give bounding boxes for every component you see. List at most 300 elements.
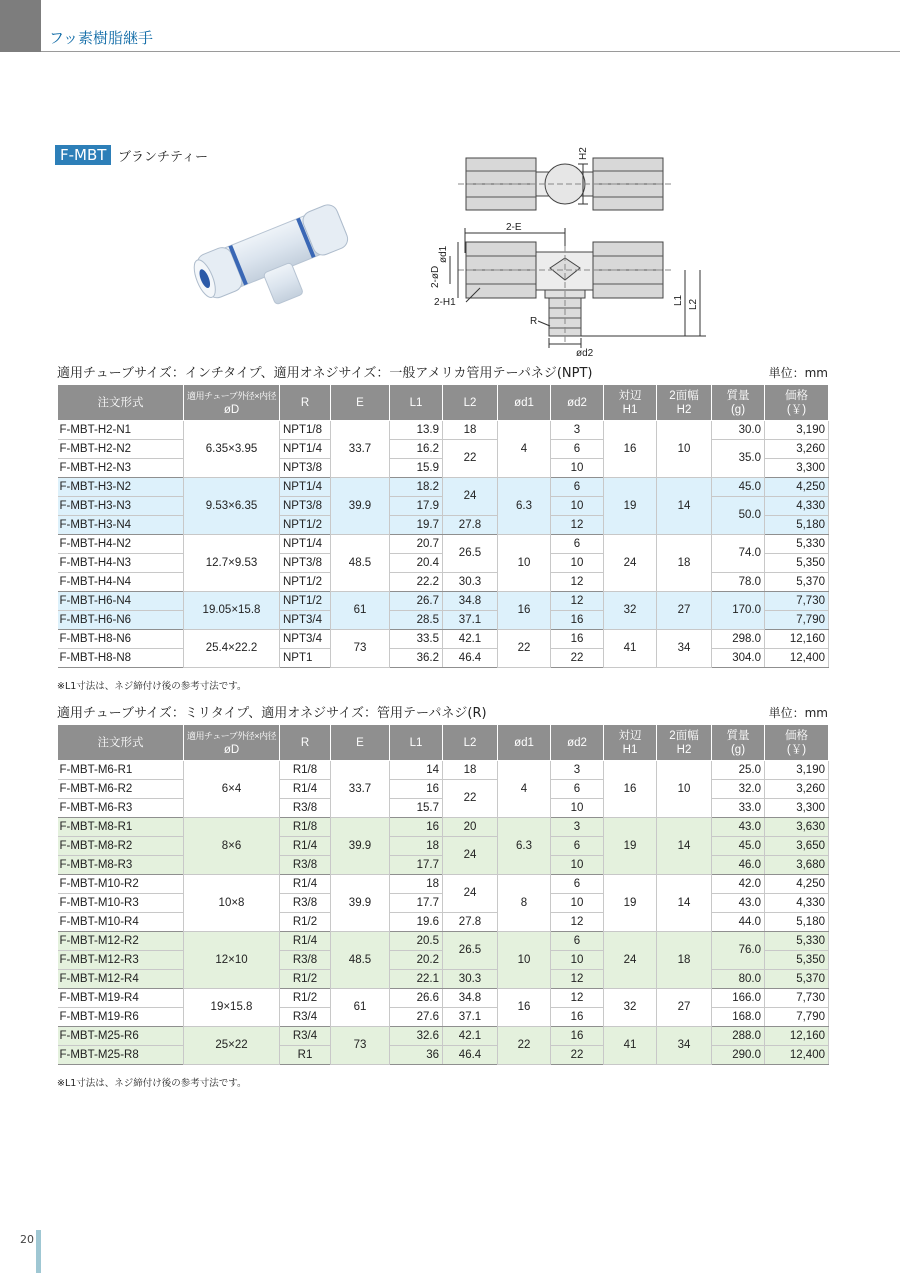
- h2-cell: 10: [657, 421, 712, 478]
- r-cell: R3/4: [280, 1008, 331, 1027]
- table-row: [58, 535, 829, 554]
- table-row: [58, 932, 829, 951]
- r-cell: NPT1/2: [280, 573, 331, 592]
- d2-cell: 6: [551, 478, 604, 497]
- h1-cell: 32: [604, 989, 657, 1027]
- d2-cell: 10: [551, 856, 604, 875]
- model-cell: F-MBT-H6-N6: [58, 611, 184, 630]
- r-cell: NPT1/4: [280, 478, 331, 497]
- l2-cell: 22: [443, 780, 498, 818]
- mass-cell: 304.0: [712, 649, 765, 668]
- l1-cell: 18: [390, 875, 443, 894]
- table-row: [58, 573, 829, 592]
- col-h1: 対辺 H1: [604, 385, 657, 421]
- d2-cell: 10: [551, 951, 604, 970]
- tube-cell: 10×8: [184, 875, 280, 932]
- section1-unit: 単位：mm: [768, 366, 828, 380]
- table-row: [58, 478, 829, 497]
- price-cell: 5,180: [765, 913, 829, 932]
- col-l2: L2: [443, 725, 498, 761]
- l1-cell: 17.7: [390, 856, 443, 875]
- r-cell: R1/4: [280, 932, 331, 951]
- model-cell: F-MBT-H8-N8: [58, 649, 184, 668]
- price-cell: 4,330: [765, 894, 829, 913]
- l1-cell: 27.6: [390, 1008, 443, 1027]
- h1-cell: 16: [604, 761, 657, 818]
- table-row: [58, 970, 829, 989]
- e-cell: 61: [331, 592, 390, 630]
- h2-cell: 34: [657, 630, 712, 668]
- r-cell: R3/8: [280, 894, 331, 913]
- r-cell: R1: [280, 1046, 331, 1065]
- product-name: ブランチティー: [118, 150, 208, 165]
- l2-cell: 30.3: [443, 573, 498, 592]
- l2-cell: 24: [443, 875, 498, 913]
- section1-title: 適用チューブサイズ：インチタイプ、適用オネジサイズ：一般アメリカ管用テーパネジ(NPT): [57, 366, 593, 381]
- r-cell: NPT3/8: [280, 459, 331, 478]
- tube-cell: 6.35×3.95: [184, 421, 280, 478]
- page-category-title: フッ素樹脂継手: [49, 29, 153, 47]
- col-mass: 質量 (g): [712, 385, 765, 421]
- l1-cell: 22.1: [390, 970, 443, 989]
- d2-cell: 6: [551, 932, 604, 951]
- l1-cell: 26.6: [390, 989, 443, 1008]
- r-cell: R1/4: [280, 780, 331, 799]
- d2-cell: 3: [551, 421, 604, 440]
- mass-cell: 80.0: [712, 970, 765, 989]
- dimension-drawing: [428, 138, 718, 360]
- table-row: [58, 818, 829, 837]
- e-cell: 33.7: [331, 421, 390, 478]
- l2-cell: 22: [443, 440, 498, 478]
- d2-cell: 6: [551, 837, 604, 856]
- product-photo: [185, 190, 360, 305]
- col-model: 注文形式: [58, 385, 184, 421]
- header-rule: [41, 51, 900, 52]
- tube-cell: 19×15.8: [184, 989, 280, 1027]
- tube-cell: 9.53×6.35: [184, 478, 280, 535]
- col-d2: ød2: [551, 725, 604, 761]
- model-cell: F-MBT-M6-R2: [58, 780, 184, 799]
- l1-cell: 19.7: [390, 516, 443, 535]
- col-mass: 質量 (g): [712, 725, 765, 761]
- price-cell: 3,260: [765, 780, 829, 799]
- r-cell: R1/8: [280, 818, 331, 837]
- e-cell: 39.9: [331, 818, 390, 875]
- l2-cell: 26.5: [443, 932, 498, 970]
- h2-cell: 14: [657, 818, 712, 875]
- col-h2: 2面幅 H2: [657, 385, 712, 421]
- d1-cell: 8: [498, 875, 551, 932]
- table-row: [58, 989, 829, 1008]
- table-row: [58, 837, 829, 856]
- price-cell: 7,730: [765, 989, 829, 1008]
- e-cell: 48.5: [331, 535, 390, 592]
- r-cell: NPT3/8: [280, 554, 331, 573]
- price-cell: 5,370: [765, 970, 829, 989]
- e-cell: 61: [331, 989, 390, 1027]
- col-d2: ød2: [551, 385, 604, 421]
- section2-unit: 単位：mm: [768, 706, 828, 720]
- l2-cell: 46.4: [443, 1046, 498, 1065]
- tube-cell: 6×4: [184, 761, 280, 818]
- col-price: 価格 (￥): [765, 725, 829, 761]
- col-tube: 適用チューブ外径×内径 øD: [184, 725, 280, 761]
- mass-cell: 45.0: [712, 837, 765, 856]
- price-cell: 12,160: [765, 630, 829, 649]
- col-model: 注文形式: [58, 725, 184, 761]
- e-cell: 73: [331, 630, 390, 668]
- model-cell: F-MBT-H4-N4: [58, 573, 184, 592]
- l2-cell: 20: [443, 818, 498, 837]
- d2-cell: 16: [551, 611, 604, 630]
- price-cell: 7,730: [765, 592, 829, 611]
- d1-cell: 16: [498, 989, 551, 1027]
- d2-cell: 6: [551, 780, 604, 799]
- d2-cell: 12: [551, 516, 604, 535]
- mass-cell: 43.0: [712, 818, 765, 837]
- price-cell: 4,250: [765, 875, 829, 894]
- h1-cell: 41: [604, 630, 657, 668]
- l2-cell: 18: [443, 761, 498, 780]
- l2-cell: 24: [443, 837, 498, 875]
- model-cell: F-MBT-M6-R3: [58, 799, 184, 818]
- mass-cell: 166.0: [712, 989, 765, 1008]
- mass-cell: 45.0: [712, 478, 765, 497]
- l1-cell: 15.9: [390, 459, 443, 478]
- e-cell: 73: [331, 1027, 390, 1065]
- l2-cell: 27.8: [443, 913, 498, 932]
- d2-cell: 6: [551, 440, 604, 459]
- mass-cell: 170.0: [712, 592, 765, 630]
- h2-cell: 18: [657, 535, 712, 592]
- table-row: [58, 761, 829, 780]
- model-cell: F-MBT-M19-R6: [58, 1008, 184, 1027]
- label-l1: L1: [673, 294, 684, 306]
- d1-cell: 4: [498, 421, 551, 478]
- price-cell: 3,260: [765, 440, 829, 459]
- d1-cell: 10: [498, 932, 551, 989]
- price-cell: 3,190: [765, 421, 829, 440]
- tube-cell: 12.7×9.53: [184, 535, 280, 592]
- table-row: [58, 440, 829, 459]
- l1-cell: 20.7: [390, 535, 443, 554]
- price-cell: 3,650: [765, 837, 829, 856]
- price-cell: 3,680: [765, 856, 829, 875]
- model-cell: F-MBT-H6-N4: [58, 592, 184, 611]
- l1-cell: 14: [390, 761, 443, 780]
- l2-cell: 24: [443, 478, 498, 516]
- h1-cell: 24: [604, 535, 657, 592]
- d2-cell: 3: [551, 761, 604, 780]
- d2-cell: 10: [551, 554, 604, 573]
- d1-cell: 16: [498, 592, 551, 630]
- h1-cell: 19: [604, 478, 657, 535]
- spec-table-metric: [57, 724, 829, 1065]
- model-cell: F-MBT-M6-R1: [58, 761, 184, 780]
- l1-cell: 16: [390, 818, 443, 837]
- d2-cell: 12: [551, 970, 604, 989]
- model-cell: F-MBT-H3-N4: [58, 516, 184, 535]
- page-accent-bar: [36, 1230, 41, 1273]
- page-number: 20: [20, 1233, 34, 1246]
- col-l1: L1: [390, 725, 443, 761]
- d1-cell: 6.3: [498, 818, 551, 875]
- h1-cell: 24: [604, 932, 657, 989]
- l2-cell: 27.8: [443, 516, 498, 535]
- section1-note: ※L1寸法は、ネジ締付け後の参考寸法です。: [57, 681, 247, 692]
- col-d1: ød1: [498, 385, 551, 421]
- col-e: E: [331, 725, 390, 761]
- r-cell: R3/8: [280, 799, 331, 818]
- r-cell: NPT1/2: [280, 516, 331, 535]
- price-cell: 4,330: [765, 497, 829, 516]
- r-cell: R1/2: [280, 989, 331, 1008]
- model-cell: F-MBT-H3-N3: [58, 497, 184, 516]
- model-cell: F-MBT-M12-R3: [58, 951, 184, 970]
- price-cell: 12,400: [765, 649, 829, 668]
- table-row: [58, 875, 829, 894]
- model-cell: F-MBT-H2-N3: [58, 459, 184, 478]
- col-l2: L2: [443, 385, 498, 421]
- d2-cell: 3: [551, 818, 604, 837]
- col-r: R: [280, 725, 331, 761]
- model-cell: F-MBT-M10-R4: [58, 913, 184, 932]
- d2-cell: 10: [551, 894, 604, 913]
- price-cell: 4,250: [765, 478, 829, 497]
- e-cell: 48.5: [331, 932, 390, 989]
- d1-cell: 4: [498, 761, 551, 818]
- price-cell: 5,330: [765, 535, 829, 554]
- r-cell: NPT1/4: [280, 440, 331, 459]
- price-cell: 12,160: [765, 1027, 829, 1046]
- model-cell: F-MBT-M8-R2: [58, 837, 184, 856]
- r-cell: NPT3/4: [280, 630, 331, 649]
- r-cell: R1/2: [280, 913, 331, 932]
- col-tube: 適用チューブ外径×内径 øD: [184, 385, 280, 421]
- l1-cell: 32.6: [390, 1027, 443, 1046]
- d1-cell: 22: [498, 630, 551, 668]
- table-row: [58, 1046, 829, 1065]
- price-cell: 3,300: [765, 799, 829, 818]
- h1-cell: 32: [604, 592, 657, 630]
- table-row: [58, 630, 829, 649]
- table-row: [58, 913, 829, 932]
- col-r: R: [280, 385, 331, 421]
- d1-cell: 10: [498, 535, 551, 592]
- price-cell: 3,630: [765, 818, 829, 837]
- l2-cell: 37.1: [443, 611, 498, 630]
- header-block: [0, 0, 41, 52]
- model-cell: F-MBT-H2-N2: [58, 440, 184, 459]
- price-cell: 5,350: [765, 554, 829, 573]
- r-cell: NPT1/4: [280, 535, 331, 554]
- l1-cell: 16: [390, 780, 443, 799]
- section2-note: ※L1寸法は、ネジ締付け後の参考寸法です。: [57, 1078, 247, 1089]
- price-cell: 3,190: [765, 761, 829, 780]
- mass-cell: 168.0: [712, 1008, 765, 1027]
- mass-cell: 32.0: [712, 780, 765, 799]
- l1-cell: 17.9: [390, 497, 443, 516]
- model-cell: F-MBT-M25-R6: [58, 1027, 184, 1046]
- label-d2: ød2: [576, 348, 594, 359]
- r-cell: NPT1: [280, 649, 331, 668]
- price-cell: 5,370: [765, 573, 829, 592]
- h1-cell: 16: [604, 421, 657, 478]
- model-cell: F-MBT-H4-N2: [58, 535, 184, 554]
- mass-cell: 298.0: [712, 630, 765, 649]
- r-cell: NPT3/8: [280, 497, 331, 516]
- label-d1: ød1: [438, 245, 449, 263]
- e-cell: 33.7: [331, 761, 390, 818]
- col-price: 価格 (￥): [765, 385, 829, 421]
- d2-cell: 16: [551, 1027, 604, 1046]
- table-row: [58, 421, 829, 440]
- l1-cell: 33.5: [390, 630, 443, 649]
- l1-cell: 13.9: [390, 421, 443, 440]
- l2-cell: 34.8: [443, 592, 498, 611]
- table-row: [58, 649, 829, 668]
- mass-cell: 35.0: [712, 440, 765, 478]
- price-cell: 5,330: [765, 932, 829, 951]
- mass-cell: 74.0: [712, 535, 765, 573]
- d2-cell: 6: [551, 875, 604, 894]
- h2-cell: 14: [657, 478, 712, 535]
- h2-cell: 18: [657, 932, 712, 989]
- h2-cell: 14: [657, 875, 712, 932]
- h2-cell: 27: [657, 592, 712, 630]
- l1-cell: 36: [390, 1046, 443, 1065]
- tube-cell: 19.05×15.8: [184, 592, 280, 630]
- d2-cell: 12: [551, 989, 604, 1008]
- l2-cell: 34.8: [443, 989, 498, 1008]
- d1-cell: 6.3: [498, 478, 551, 535]
- r-cell: R3/8: [280, 951, 331, 970]
- l1-cell: 20.2: [390, 951, 443, 970]
- model-cell: F-MBT-M10-R3: [58, 894, 184, 913]
- mass-cell: 76.0: [712, 932, 765, 970]
- tube-cell: 8×6: [184, 818, 280, 875]
- price-cell: 5,350: [765, 951, 829, 970]
- e-cell: 39.9: [331, 875, 390, 932]
- table-row: [58, 1008, 829, 1027]
- col-h1: 対辺 H1: [604, 725, 657, 761]
- r-cell: R1/2: [280, 970, 331, 989]
- l2-cell: 37.1: [443, 1008, 498, 1027]
- r-cell: NPT1/8: [280, 421, 331, 440]
- d2-cell: 10: [551, 799, 604, 818]
- r-cell: R3/8: [280, 856, 331, 875]
- model-cell: F-MBT-H2-N1: [58, 421, 184, 440]
- l1-cell: 15.7: [390, 799, 443, 818]
- tube-cell: 25.4×22.2: [184, 630, 280, 668]
- r-cell: NPT3/4: [280, 611, 331, 630]
- col-e: E: [331, 385, 390, 421]
- col-h2: 2面幅 H2: [657, 725, 712, 761]
- l1-cell: 19.6: [390, 913, 443, 932]
- tube-cell: 12×10: [184, 932, 280, 989]
- l1-cell: 36.2: [390, 649, 443, 668]
- d2-cell: 12: [551, 592, 604, 611]
- label-e: 2-E: [506, 222, 522, 233]
- mass-cell: 44.0: [712, 913, 765, 932]
- l1-cell: 18.2: [390, 478, 443, 497]
- tube-cell: 25×22: [184, 1027, 280, 1065]
- l2-cell: 30.3: [443, 970, 498, 989]
- mass-cell: 43.0: [712, 894, 765, 913]
- d2-cell: 10: [551, 459, 604, 478]
- l1-cell: 22.2: [390, 573, 443, 592]
- d2-cell: 12: [551, 573, 604, 592]
- d2-cell: 6: [551, 535, 604, 554]
- mass-cell: 30.0: [712, 421, 765, 440]
- h1-cell: 41: [604, 1027, 657, 1065]
- r-cell: NPT1/2: [280, 592, 331, 611]
- h2-cell: 27: [657, 989, 712, 1027]
- model-cell: F-MBT-H4-N3: [58, 554, 184, 573]
- l1-cell: 20.5: [390, 932, 443, 951]
- d2-cell: 10: [551, 497, 604, 516]
- label-d: 2-øD: [430, 265, 441, 288]
- mass-cell: 42.0: [712, 875, 765, 894]
- d2-cell: 16: [551, 1008, 604, 1027]
- price-cell: 5,180: [765, 516, 829, 535]
- l1-cell: 26.7: [390, 592, 443, 611]
- section2-title: 適用チューブサイズ：ミリタイプ、適用オネジサイズ：管用テーパネジ(R): [57, 706, 487, 721]
- model-cell: F-MBT-M12-R2: [58, 932, 184, 951]
- l2-cell: 42.1: [443, 1027, 498, 1046]
- model-cell: F-MBT-M8-R3: [58, 856, 184, 875]
- l1-cell: 20.4: [390, 554, 443, 573]
- h1-cell: 19: [604, 818, 657, 875]
- model-cell: F-MBT-M10-R2: [58, 875, 184, 894]
- mass-cell: 33.0: [712, 799, 765, 818]
- col-d1: ød1: [498, 725, 551, 761]
- l2-cell: 46.4: [443, 649, 498, 668]
- mass-cell: 46.0: [712, 856, 765, 875]
- mass-cell: 78.0: [712, 573, 765, 592]
- model-cell: F-MBT-H3-N2: [58, 478, 184, 497]
- label-l2: L2: [688, 298, 699, 310]
- price-cell: 7,790: [765, 1008, 829, 1027]
- h2-cell: 10: [657, 761, 712, 818]
- mass-cell: 50.0: [712, 497, 765, 535]
- l2-cell: 18: [443, 421, 498, 440]
- h1-cell: 19: [604, 875, 657, 932]
- table-row: [58, 780, 829, 799]
- h2-cell: 34: [657, 1027, 712, 1065]
- price-cell: 3,300: [765, 459, 829, 478]
- l2-cell: 26.5: [443, 535, 498, 573]
- product-code-badge: F-MBT: [55, 145, 111, 165]
- mass-cell: 25.0: [712, 761, 765, 780]
- l1-cell: 17.7: [390, 894, 443, 913]
- label-r: R: [530, 316, 538, 327]
- mass-cell: 288.0: [712, 1027, 765, 1046]
- model-cell: F-MBT-M12-R4: [58, 970, 184, 989]
- spec-table-inch: [57, 384, 829, 668]
- price-cell: 7,790: [765, 611, 829, 630]
- price-cell: 12,400: [765, 1046, 829, 1065]
- label-h1: 2-H1: [434, 297, 456, 308]
- r-cell: R1/4: [280, 837, 331, 856]
- col-l1: L1: [390, 385, 443, 421]
- d1-cell: 22: [498, 1027, 551, 1065]
- model-cell: F-MBT-M19-R4: [58, 989, 184, 1008]
- d2-cell: 16: [551, 630, 604, 649]
- l2-cell: 42.1: [443, 630, 498, 649]
- d2-cell: 12: [551, 913, 604, 932]
